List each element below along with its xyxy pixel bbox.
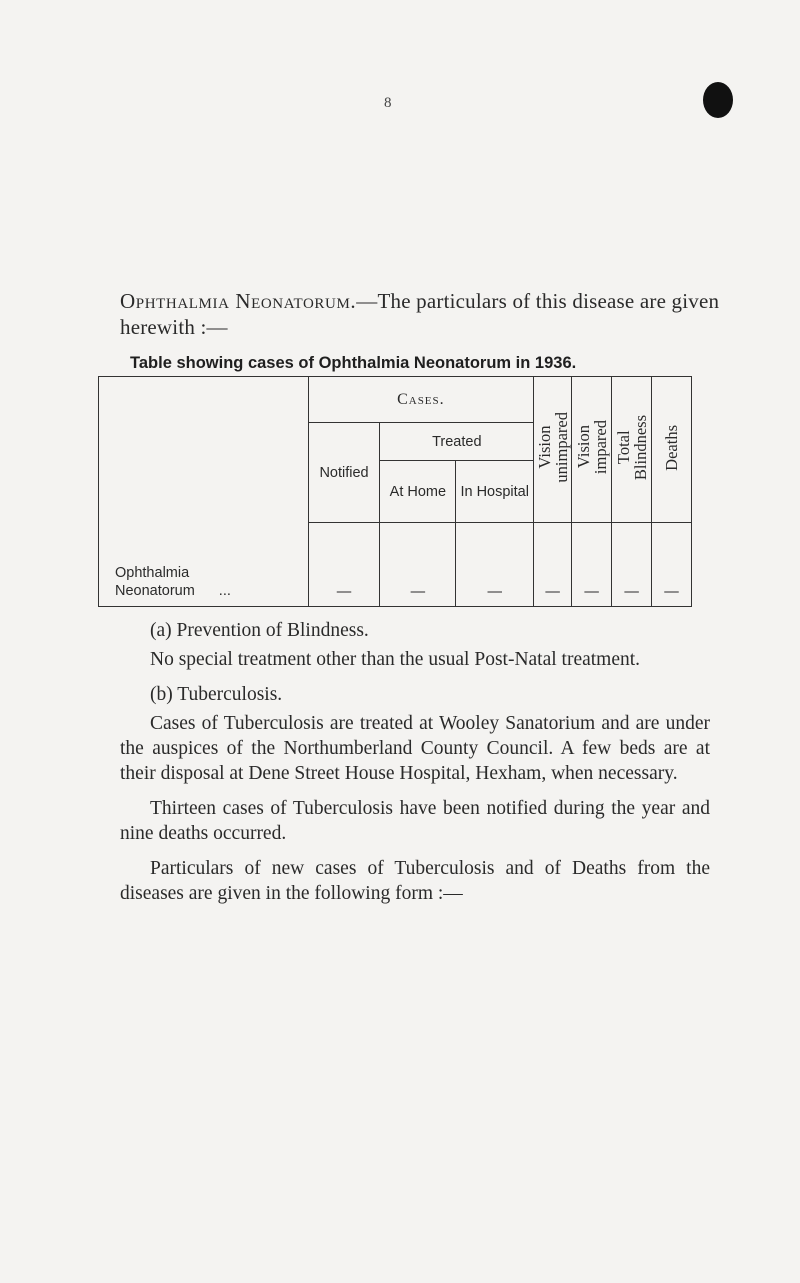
in-hospital-header: In Hospital: [456, 461, 534, 523]
row-label-dots: ...: [218, 583, 231, 599]
deaths-header: Deaths: [652, 377, 692, 523]
vision-unimpared-header: Vision unimpared: [534, 377, 572, 523]
notified-header: Notified: [308, 423, 380, 523]
deaths-value: —: [652, 523, 692, 607]
total-blindness-value: —: [612, 523, 652, 607]
binding-hole: [703, 82, 733, 118]
row-label-line1: Ophthalmia: [115, 565, 190, 581]
vision-impared-header: Vision impared: [572, 377, 612, 523]
treated-header: Treated: [380, 423, 534, 461]
section-b-text-3: Particulars of new cases of Tuberculosis and of Deaths from the diseases are given in the following form :—: [120, 858, 710, 904]
vision-unimpared-value: —: [534, 523, 572, 607]
in-hospital-value: —: [456, 523, 534, 607]
table-caption: Table showing cases of Ophthalmia Neonatorum in 1936.: [130, 354, 577, 372]
section-a-heading: (a) Prevention of Blindness.: [150, 620, 369, 641]
section-b-heading: (b) Tuberculosis.: [150, 684, 283, 705]
at-home-value: —: [380, 523, 456, 607]
vision-impared-value: —: [572, 523, 612, 607]
row-label-cell: [99, 377, 309, 607]
section-b-text-2: Thirteen cases of Tuberculosis have been notified during the year and nine deaths occurred.: [120, 798, 710, 844]
section-intro: —The particulars of this disease are given herewith :—: [120, 289, 720, 339]
notified-value: —: [308, 523, 380, 607]
section-title: Ophthalmia Neonatorum.: [120, 289, 357, 313]
total-blindness-header: Total Blindness: [612, 377, 652, 523]
page-number: 8: [384, 95, 392, 111]
section-heading: [120, 288, 720, 340]
section-b-text-1: Cases of Tuberculosis are treated at Wooley Sanatorium and are under the auspices of the Northumberland County Council. A few beds are at their disposal at Dene Street House Hospital, Hexham, when necessary.: [120, 713, 710, 784]
cases-header: Cases.: [308, 377, 534, 423]
section-a-text: No special treatment other than the usual Post-Natal treatment.: [150, 649, 641, 670]
ophthalmia-table: [98, 376, 692, 607]
at-home-header: At Home: [380, 461, 456, 523]
row-label-line2: Neonatorum: [115, 583, 195, 599]
body-text: [120, 618, 710, 916]
